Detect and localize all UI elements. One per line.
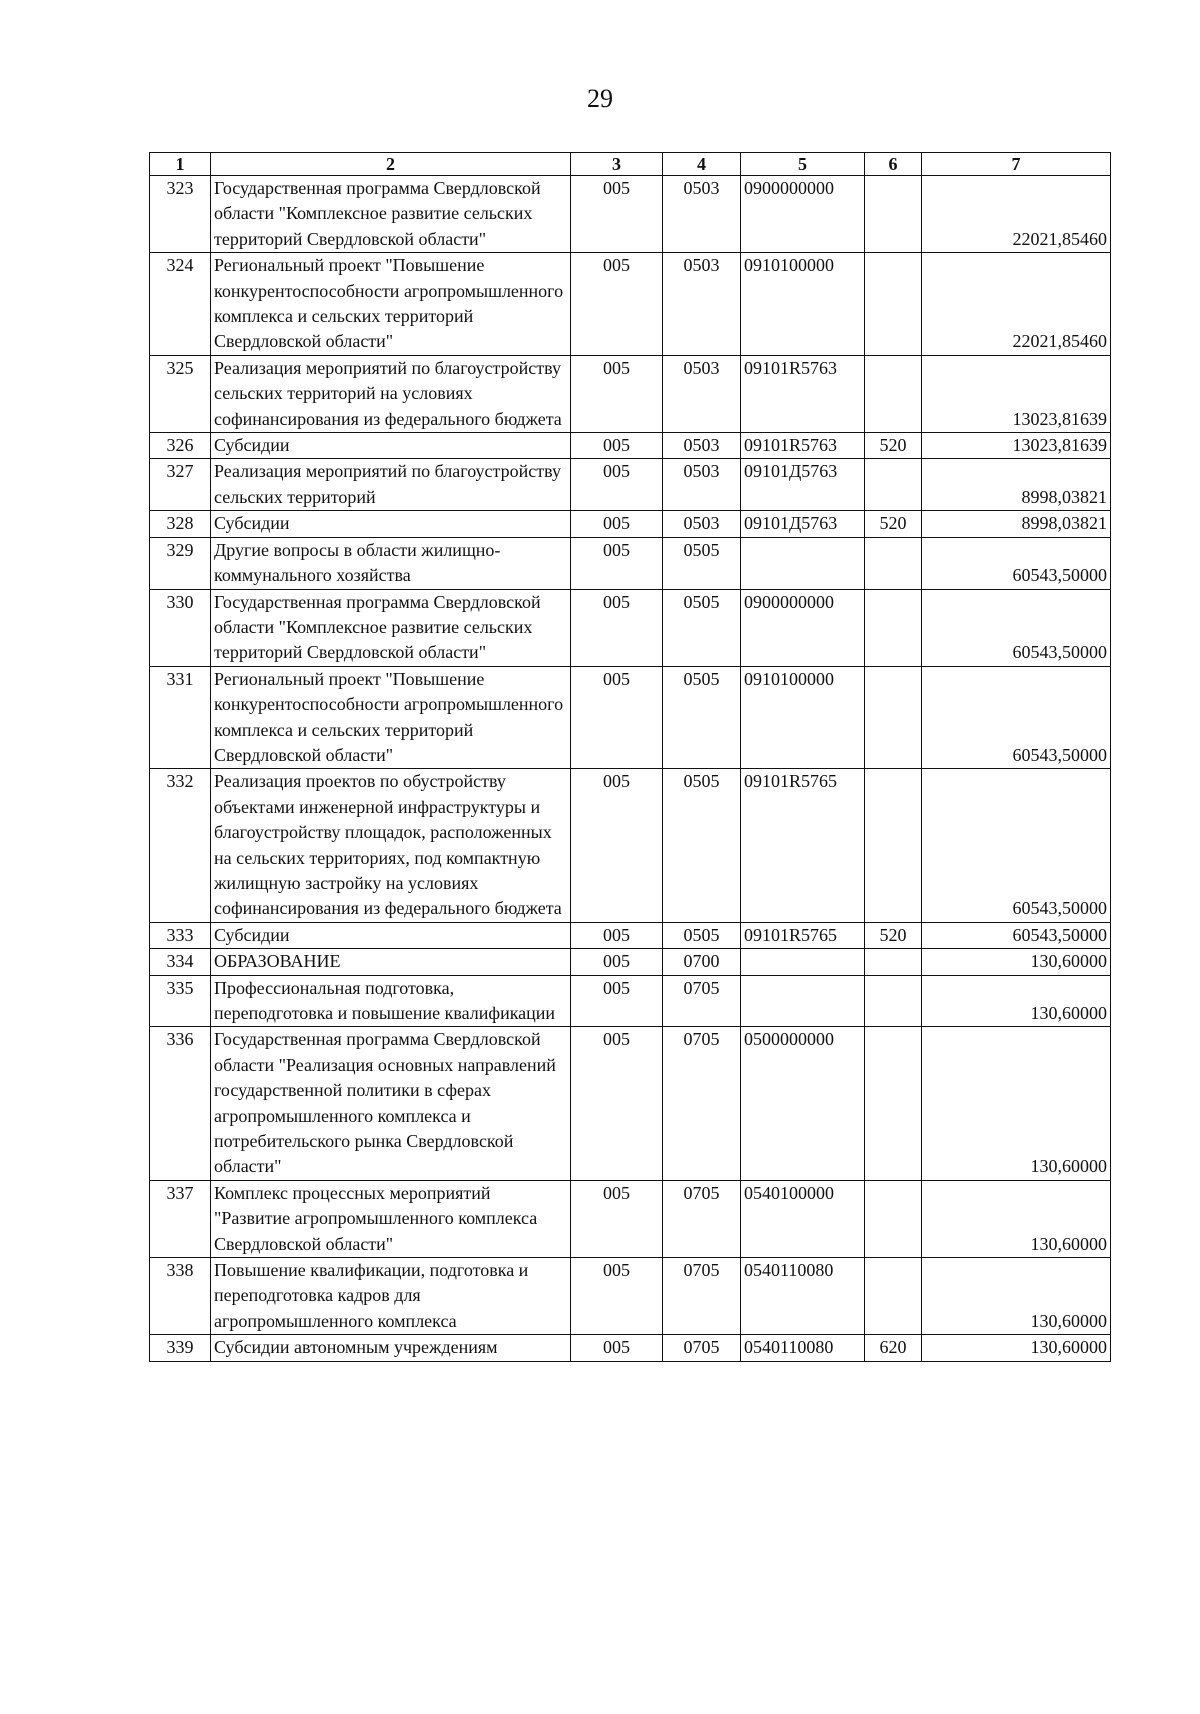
row-amount: 22021,85460 <box>922 253 1111 356</box>
row-col5: 0540110080 <box>741 1258 865 1335</box>
row-amount: 130,60000 <box>922 949 1111 975</box>
row-number: 327 <box>150 459 211 511</box>
row-col3: 005 <box>571 253 663 356</box>
row-amount: 130,60000 <box>922 1180 1111 1257</box>
table-body <box>150 176 1111 1362</box>
row-name: Другие вопросы в области жилищно-коммунального хозяйства <box>211 537 571 589</box>
header-row <box>150 153 1111 176</box>
table-row <box>150 355 1111 432</box>
row-col6: 520 <box>865 433 922 459</box>
row-name: Субсидии <box>211 511 571 537</box>
table-row <box>150 1258 1111 1335</box>
row-col6: 520 <box>865 511 922 537</box>
row-col3: 005 <box>571 176 663 253</box>
row-col3: 005 <box>571 1258 663 1335</box>
table-row <box>150 1335 1111 1361</box>
table-row <box>150 1027 1111 1180</box>
row-col5 <box>741 949 865 975</box>
table-row <box>150 1180 1111 1257</box>
row-col5: 0900000000 <box>741 589 865 666</box>
row-number: 331 <box>150 666 211 769</box>
table-row <box>150 459 1111 511</box>
col-header-1: 1 <box>150 153 211 176</box>
row-col3: 005 <box>571 769 663 922</box>
row-col4: 0503 <box>663 433 741 459</box>
row-col3: 005 <box>571 355 663 432</box>
row-number: 335 <box>150 975 211 1027</box>
row-col5 <box>741 537 865 589</box>
row-number: 333 <box>150 922 211 948</box>
row-amount: 60543,50000 <box>922 922 1111 948</box>
row-col4: 0705 <box>663 1027 741 1180</box>
table-header <box>150 153 1111 176</box>
row-name: Региональный проект "Повышение конкурентоспособности агропромышленного комплекса и сельских территорий Свердловской области" <box>211 666 571 769</box>
row-col4: 0705 <box>663 1180 741 1257</box>
row-number: 338 <box>150 1258 211 1335</box>
row-col6: 520 <box>865 922 922 948</box>
row-number: 339 <box>150 1335 211 1361</box>
table-row <box>150 253 1111 356</box>
row-col4: 0505 <box>663 589 741 666</box>
row-col4: 0505 <box>663 537 741 589</box>
row-col5: 0910100000 <box>741 253 865 356</box>
row-name: Реализация проектов по обустройству объектами инженерной инфраструктуры и благоустройству площадок, расположенных на сельских территориях, под компактную жилищную застройку на условиях софинансирования из федерального бюджета <box>211 769 571 922</box>
row-name: Реализация мероприятий по благоустройству сельских территорий <box>211 459 571 511</box>
row-col6 <box>865 666 922 769</box>
row-amount: 8998,03821 <box>922 511 1111 537</box>
row-col3: 005 <box>571 1180 663 1257</box>
row-col6 <box>865 459 922 511</box>
row-col5: 09101R5763 <box>741 355 865 432</box>
row-amount: 13023,81639 <box>922 433 1111 459</box>
row-number: 332 <box>150 769 211 922</box>
row-col6 <box>865 253 922 356</box>
row-col6 <box>865 176 922 253</box>
row-name: Субсидии автономным учреждениям <box>211 1335 571 1361</box>
row-col3: 005 <box>571 949 663 975</box>
row-col4: 0503 <box>663 511 741 537</box>
row-col5: 0900000000 <box>741 176 865 253</box>
row-amount: 60543,50000 <box>922 666 1111 769</box>
row-col5: 0500000000 <box>741 1027 865 1180</box>
row-col6 <box>865 975 922 1027</box>
row-col4: 0503 <box>663 253 741 356</box>
row-amount: 130,60000 <box>922 1335 1111 1361</box>
col-header-3: 3 <box>571 153 663 176</box>
row-name: Региональный проект "Повышение конкурентоспособности агропромышленного комплекса и сельских территорий Свердловской области" <box>211 253 571 356</box>
col-header-7: 7 <box>922 153 1111 176</box>
row-col6 <box>865 537 922 589</box>
row-col6 <box>865 949 922 975</box>
row-amount: 130,60000 <box>922 1027 1111 1180</box>
row-number: 325 <box>150 355 211 432</box>
row-amount: 8998,03821 <box>922 459 1111 511</box>
row-name: Субсидии <box>211 922 571 948</box>
row-col6 <box>865 1258 922 1335</box>
row-amount: 130,60000 <box>922 975 1111 1027</box>
row-name: Реализация мероприятий по благоустройству сельских территорий на условиях софинансирования из федерального бюджета <box>211 355 571 432</box>
row-amount: 60543,50000 <box>922 769 1111 922</box>
row-number: 324 <box>150 253 211 356</box>
row-col3: 005 <box>571 433 663 459</box>
row-col3: 005 <box>571 511 663 537</box>
row-col5: 0540100000 <box>741 1180 865 1257</box>
table-row <box>150 589 1111 666</box>
row-number: 336 <box>150 1027 211 1180</box>
row-col4: 0503 <box>663 355 741 432</box>
row-number: 337 <box>150 1180 211 1257</box>
row-number: 323 <box>150 176 211 253</box>
row-col5: 09101R5765 <box>741 769 865 922</box>
col-header-6: 6 <box>865 153 922 176</box>
row-amount: 60543,50000 <box>922 589 1111 666</box>
col-header-2: 2 <box>211 153 571 176</box>
row-col5: 0910100000 <box>741 666 865 769</box>
page-number: 29 <box>587 84 613 113</box>
col-header-4: 4 <box>663 153 741 176</box>
row-name: Профессиональная подготовка, переподготовка и повышение квалификации <box>211 975 571 1027</box>
row-col4: 0700 <box>663 949 741 975</box>
row-col5: 0540110080 <box>741 1335 865 1361</box>
budget-table <box>149 152 1111 1362</box>
row-col3: 005 <box>571 537 663 589</box>
row-col5: 09101Д5763 <box>741 459 865 511</box>
row-col4: 0705 <box>663 975 741 1027</box>
table-row <box>150 975 1111 1027</box>
table-row <box>150 922 1111 948</box>
row-col6: 620 <box>865 1335 922 1361</box>
row-col5: 09101R5765 <box>741 922 865 948</box>
row-number: 329 <box>150 537 211 589</box>
row-number: 334 <box>150 949 211 975</box>
row-name: Государственная программа Свердловской области "Комплексное развитие сельских территорий Свердловской области" <box>211 176 571 253</box>
row-col6 <box>865 1180 922 1257</box>
table-row <box>150 537 1111 589</box>
row-col6 <box>865 589 922 666</box>
row-number: 330 <box>150 589 211 666</box>
row-col4: 0705 <box>663 1258 741 1335</box>
col-header-5: 5 <box>741 153 865 176</box>
row-col3: 005 <box>571 589 663 666</box>
table-row <box>150 511 1111 537</box>
row-col6 <box>865 355 922 432</box>
row-col3: 005 <box>571 1335 663 1361</box>
table-row <box>150 176 1111 253</box>
row-col3: 005 <box>571 922 663 948</box>
row-amount: 13023,81639 <box>922 355 1111 432</box>
row-col4: 0505 <box>663 666 741 769</box>
table-row <box>150 949 1111 975</box>
row-col5: 09101Д5763 <box>741 511 865 537</box>
table-row <box>150 666 1111 769</box>
row-name: Повышение квалификации, подготовка и переподготовка кадров для агропромышленного комплекса <box>211 1258 571 1335</box>
row-name: Государственная программа Свердловской области "Реализация основных направлений государственной политики в сферах агропромышленного комплекса и потребительского рынка Свердловской области" <box>211 1027 571 1180</box>
row-number: 326 <box>150 433 211 459</box>
row-col5: 09101R5763 <box>741 433 865 459</box>
row-name: Субсидии <box>211 433 571 459</box>
row-col3: 005 <box>571 975 663 1027</box>
row-col4: 0503 <box>663 459 741 511</box>
row-name: Комплекс процессных мероприятий "Развитие агропромышленного комплекса Свердловской области" <box>211 1180 571 1257</box>
row-col6 <box>865 769 922 922</box>
row-amount: 130,60000 <box>922 1258 1111 1335</box>
row-col3: 005 <box>571 1027 663 1180</box>
row-name: ОБРАЗОВАНИЕ <box>211 949 571 975</box>
row-col4: 0705 <box>663 1335 741 1361</box>
row-col4: 0503 <box>663 176 741 253</box>
row-number: 328 <box>150 511 211 537</box>
row-amount: 60543,50000 <box>922 537 1111 589</box>
row-col4: 0505 <box>663 922 741 948</box>
table-row <box>150 769 1111 922</box>
table-row <box>150 433 1111 459</box>
row-col3: 005 <box>571 459 663 511</box>
row-col6 <box>865 1027 922 1180</box>
row-amount: 22021,85460 <box>922 176 1111 253</box>
row-col4: 0505 <box>663 769 741 922</box>
row-col5 <box>741 975 865 1027</box>
row-name: Государственная программа Свердловской области "Комплексное развитие сельских территорий Свердловской области" <box>211 589 571 666</box>
row-col3: 005 <box>571 666 663 769</box>
